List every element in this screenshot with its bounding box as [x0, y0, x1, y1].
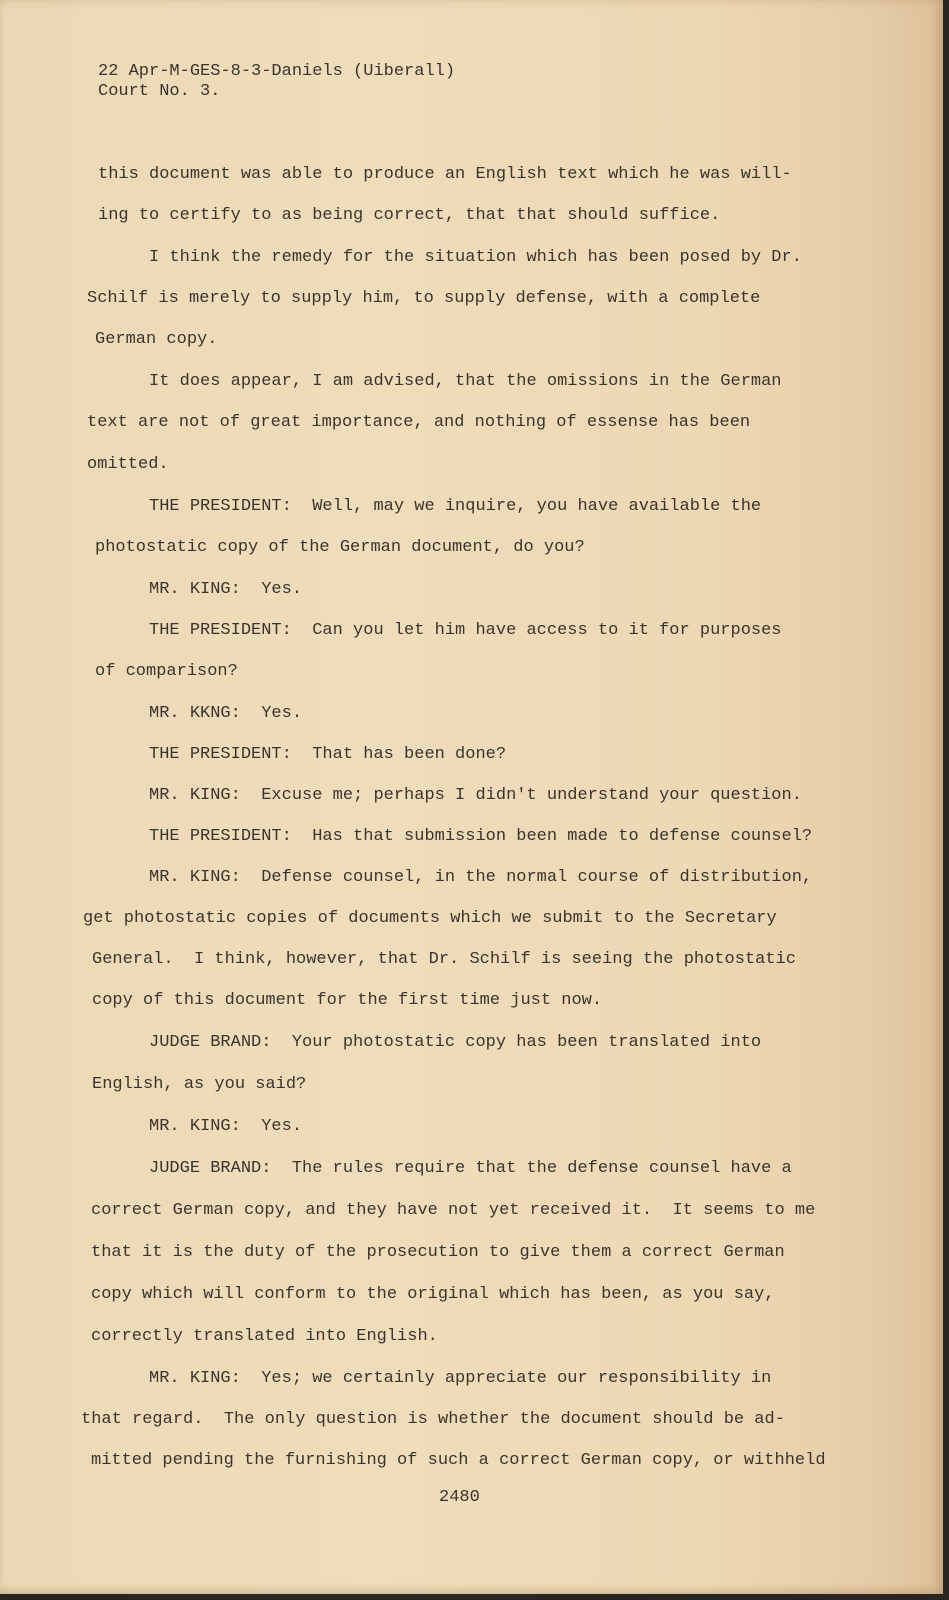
text-line: omitted.	[87, 455, 169, 474]
text-line: that regard. The only question is whether the document should be ad-	[81, 1410, 785, 1429]
text-line: English, as you said?	[92, 1075, 307, 1094]
text-line: MR. KING: Yes.	[98, 1117, 303, 1136]
text-line: MR. KING: Defense counsel, in the normal course of distribution,	[98, 868, 813, 887]
text-line: MR. KING: Yes.	[98, 580, 303, 599]
text-line: THE PRESIDENT: That has been done?	[98, 745, 507, 764]
text-line: get photostatic copies of documents which we submit to the Secretary	[83, 909, 777, 928]
text-line: of comparison?	[95, 662, 238, 681]
text-line: MR. KING: Excuse me; perhaps I didn't understand your question.	[98, 786, 802, 805]
text-line: THE PRESIDENT: Has that submission been made to defense counsel?	[98, 827, 813, 846]
text-line: JUDGE BRAND: Your photostatic copy has been translated into	[98, 1033, 762, 1052]
header-line-1: 22 Apr-M-GES-8-3-Daniels (Uiberall)	[98, 62, 456, 81]
header-line-2: Court No. 3.	[98, 82, 221, 101]
text-line: German copy.	[95, 330, 218, 349]
text-line: MR. KKNG: Yes.	[98, 704, 303, 723]
text-line: ing to certify to as being correct, that that should suffice.	[98, 206, 721, 225]
text-line: copy of this document for the first time just now.	[92, 991, 603, 1010]
text-line: General. I think, however, that Dr. Schilf is seeing the photostatic	[92, 950, 796, 969]
text-line: MR. KING: Yes; we certainly appreciate our responsibility in	[98, 1369, 772, 1388]
text-line: this document was able to produce an English text which he was will-	[98, 165, 792, 184]
text-line: mitted pending the furnishing of such a correct German copy, or withheld	[91, 1451, 826, 1470]
text-line: It does appear, I am advised, that the omissions in the German	[98, 372, 782, 391]
text-line: Schilf is merely to supply him, to supply defense, with a complete	[87, 289, 761, 308]
text-line: I think the remedy for the situation which has been posed by Dr.	[98, 248, 802, 267]
text-line: JUDGE BRAND: The rules require that the defense counsel have a	[98, 1159, 792, 1178]
text-line: text are not of great importance, and nothing of essense has been	[87, 413, 751, 432]
text-line: correct German copy, and they have not yet received it. It seems to me	[91, 1201, 816, 1220]
text-line: photostatic copy of the German document, do you?	[95, 538, 585, 557]
text-line: THE PRESIDENT: Well, may we inquire, you have available the	[98, 497, 762, 516]
text-line: that it is the duty of the prosecution to give them a correct German	[91, 1243, 785, 1262]
text-line: copy which will conform to the original which has been, as you say,	[91, 1285, 775, 1304]
page-number: 2480	[439, 1488, 480, 1507]
text-line: correctly translated into English.	[91, 1327, 438, 1346]
text-line: THE PRESIDENT: Can you let him have access to it for purposes	[98, 621, 782, 640]
